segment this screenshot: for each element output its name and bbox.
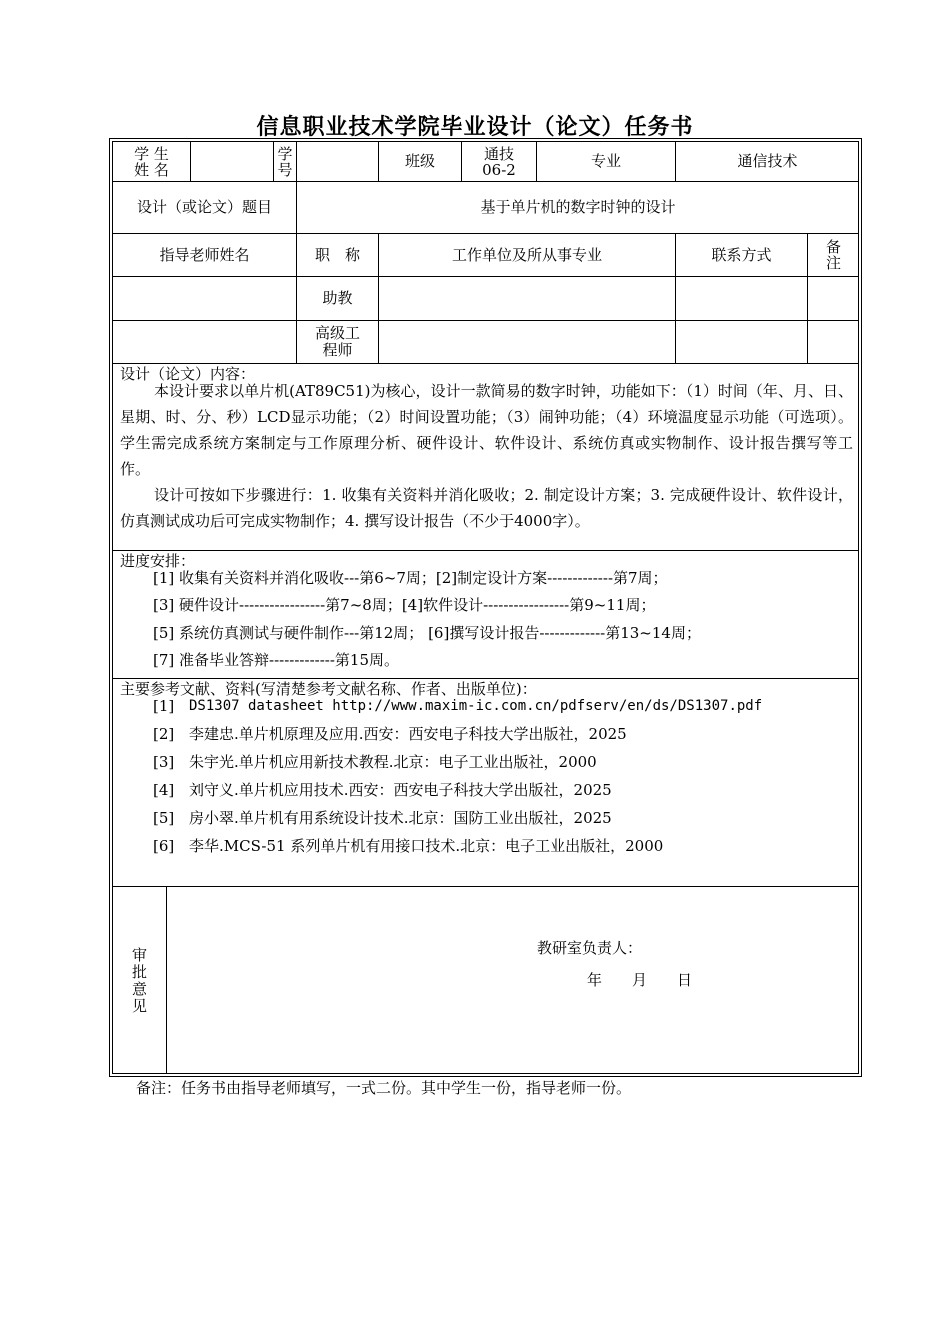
approval-date: 年 月 日	[587, 971, 693, 989]
row-divider	[112, 678, 859, 679]
advisor-name-label: 指导老师姓名	[159, 245, 250, 264]
reference-text: 李建忠.单片机原理及应用.西安：西安电子科技大学出版社，2025	[189, 725, 627, 743]
reference-number: [1]	[153, 697, 175, 715]
schedule-heading: 进度安排：	[120, 552, 196, 570]
advisor-contact-label: 联系方式	[711, 245, 772, 264]
advisor-2-title: 高级工 程师	[314, 324, 360, 359]
major-label: 专业	[590, 152, 621, 170]
document-title: 信息职业技术学院毕业设计（论文）任务书	[256, 115, 694, 140]
reference-text: 房小翠.单片机有用系统设计技术.北京：国防工业出版社，2025	[189, 809, 612, 827]
schedule-line: [5] 系统仿真测试与硬件制作---第12周； [6]撰写设计报告-------------第13~14周；	[153, 624, 701, 642]
topic-value: 基于单片机的数字时钟的设计	[480, 198, 676, 216]
schedule-line: [7] 准备毕业答辩-------------第15周。	[153, 651, 399, 669]
content-paragraph-2: 设计可按如下步骤进行：1. 收集有关资料并消化吸收；2. 制定设计方案；3. 完成硬件设计、软件设计，仿真测试成功后可完成实物制作；4. 撰写设计报告（不少于4000字）。	[120, 486, 853, 530]
reference-number: [2]	[153, 725, 175, 743]
approval-label: 审 批 意 见	[131, 945, 147, 1015]
reference-number: [6]	[153, 837, 175, 855]
student-id-label: 学 号	[277, 144, 293, 179]
footnote: 备注：任务书由指导老师填写，一式二份。其中学生一份，指导老师一份。	[136, 1079, 632, 1097]
student-name-value	[191, 142, 273, 181]
col-divider	[166, 886, 167, 1074]
reference-text: 朱宇光.单片机应用新技术教程.北京：电子工业出版社，2000	[189, 753, 597, 771]
advisor-unit-label: 工作单位及所从事专业	[451, 245, 602, 264]
major-value: 通信技术	[737, 152, 798, 170]
content-paragraph-1: 本设计要求以单片机(AT89C51)为核心，设计一款简易的数字时钟，功能如下：（1）时间（年、月、日、星期、时、分、秒）LCD显示功能；（2）时间设置功能；（3）闹钟功能；（4）环境温度显示功能（可选项）。学生需完成系统方案制定与工作原理分析、硬件设计、软件设计、系统仿真或实物制作、设计报告撰写等工作。	[120, 382, 853, 478]
reference-text: DS1307 datasheet http://www.maxim-ic.com.cn/pdfserv/en/ds/DS1307.pdf	[189, 698, 763, 714]
advisor-1-title: 助教	[322, 289, 353, 307]
content-heading: 设计（论文）内容：	[120, 365, 256, 383]
row-divider	[112, 886, 859, 887]
class-label: 班级	[404, 152, 435, 170]
reference-number: [4]	[153, 781, 175, 799]
row-divider	[112, 276, 859, 277]
row-divider	[112, 550, 859, 551]
student-name-label: 学 生 姓 名	[134, 144, 169, 179]
department-head-label: 教研室负责人：	[537, 939, 643, 957]
advisor-remark-label: 备 注	[825, 238, 841, 272]
row-divider	[112, 363, 859, 364]
student-id-value	[297, 142, 378, 181]
advisor-title-label: 职 称	[314, 245, 360, 264]
class-value: 通技 06-2	[482, 144, 516, 179]
reference-text: 李华.MCS-51 系列单片机有用接口技术.北京：电子工业出版社，2000	[189, 837, 664, 855]
reference-text: 刘守义.单片机应用技术.西安：西安电子科技大学出版社，2025	[189, 781, 612, 799]
reference-number: [3]	[153, 753, 175, 771]
reference-number: [5]	[153, 809, 175, 827]
topic-label: 设计（或论文）题目	[136, 198, 272, 216]
row-divider	[112, 320, 859, 321]
references-heading: 主要参考文献、资料(写清楚参考文献名称、作者、出版单位)：	[120, 680, 537, 698]
schedule-line: [1] 收集有关资料并消化吸收---第6~7周；[2]制定设计方案-------------第7周；	[153, 569, 668, 587]
schedule-line: [3] 硬件设计-----------------第7~8周；[4]软件设计-----------------第9~11周；	[153, 596, 656, 614]
